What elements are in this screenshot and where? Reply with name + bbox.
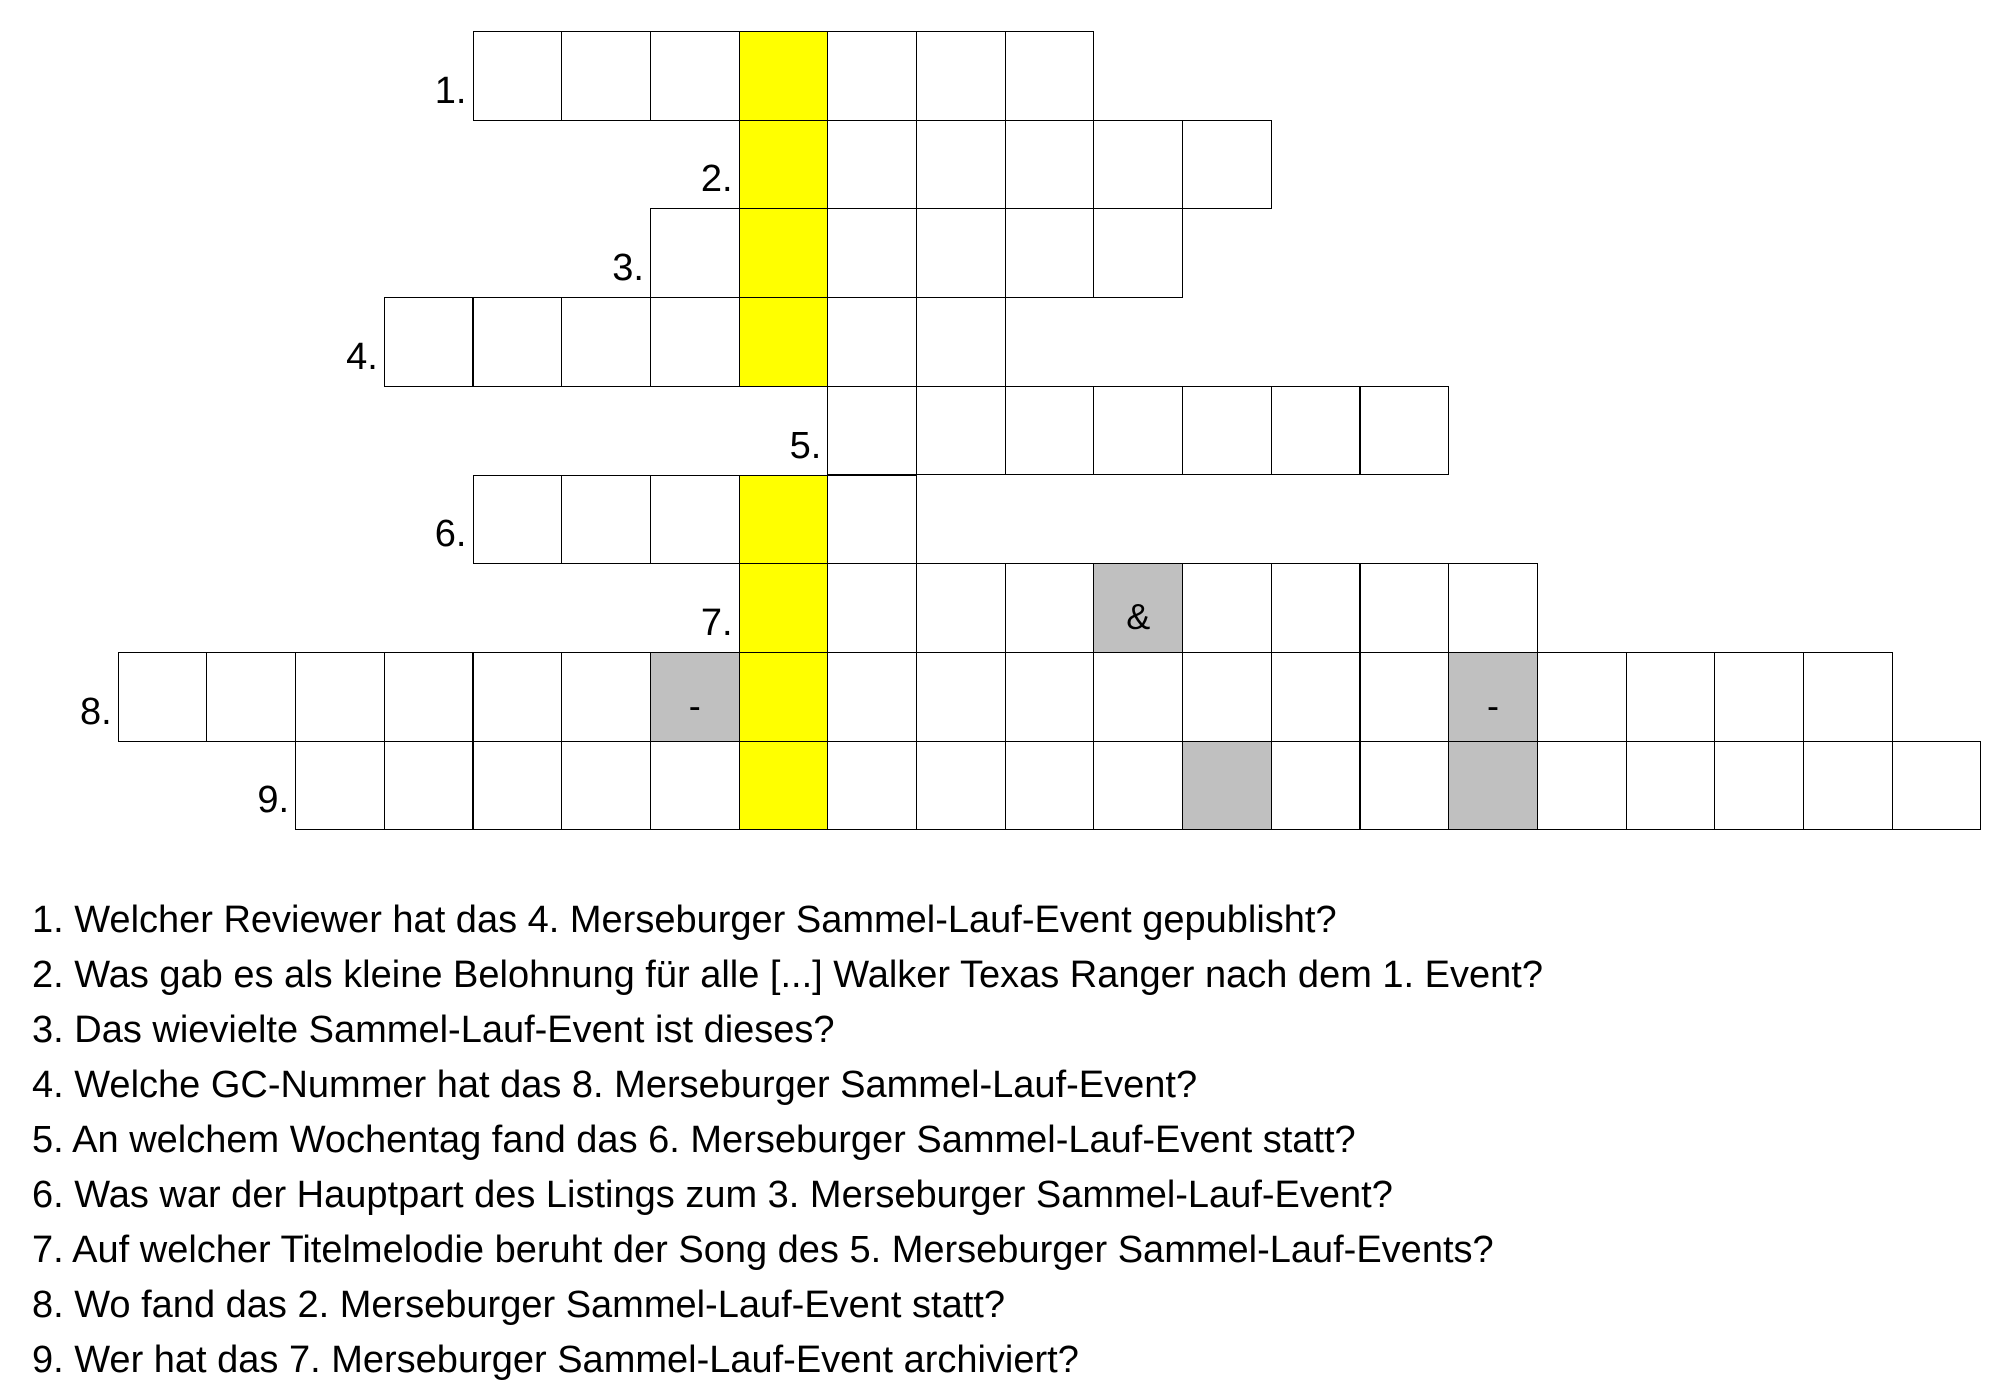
clue-9: 9. Wer hat das 7. Merseburger Sammel-Lauf-Event archiviert?: [32, 1339, 1079, 1381]
clue-list: [32, 893, 1543, 1388]
answer-cell[interactable]: [916, 386, 1006, 476]
answer-cell[interactable]: [1892, 741, 1982, 831]
row-number-8: 8.: [79, 690, 112, 733]
answer-cell[interactable]: [473, 31, 563, 121]
answer-cell[interactable]: [827, 31, 917, 121]
answer-cell[interactable]: [650, 741, 740, 831]
answer-cell[interactable]: [1093, 741, 1183, 831]
answer-cell[interactable]: [118, 652, 208, 742]
solution-cell[interactable]: [739, 652, 829, 742]
answer-cell[interactable]: [473, 297, 563, 387]
answer-cell[interactable]: [561, 31, 651, 121]
answer-cell[interactable]: [1182, 120, 1272, 210]
clue-8: 8. Wo fand das 2. Merseburger Sammel-Lauf-Event statt?: [32, 1284, 1005, 1326]
solution-cell[interactable]: [739, 475, 829, 565]
answer-cell[interactable]: [1271, 563, 1361, 653]
row-number-3: 3.: [612, 247, 644, 290]
answer-cell[interactable]: [827, 475, 917, 565]
answer-cell[interactable]: [650, 475, 740, 565]
answer-cell[interactable]: [1093, 652, 1183, 742]
answer-cell[interactable]: [650, 297, 740, 387]
clue-1: 1. Welcher Reviewer hat das 4. Merseburger Sammel-Lauf-Event gepublisht?: [32, 899, 1337, 941]
answer-cell[interactable]: [1093, 120, 1183, 210]
solution-cell[interactable]: [739, 31, 829, 121]
answer-cell[interactable]: [827, 652, 917, 742]
answer-cell[interactable]: [916, 297, 1006, 387]
answer-cell[interactable]: [1093, 386, 1183, 476]
answer-cell[interactable]: [473, 475, 563, 565]
prefilled-cell: [1182, 741, 1272, 831]
answer-cell[interactable]: [384, 741, 474, 831]
answer-cell[interactable]: [1005, 652, 1095, 742]
prefilled-cell: -: [650, 652, 740, 742]
answer-cell[interactable]: [827, 297, 917, 387]
row-number-7: 7.: [700, 601, 733, 644]
row-number-9: 9.: [257, 779, 290, 822]
answer-cell[interactable]: [916, 120, 1006, 210]
answer-cell[interactable]: [384, 297, 474, 387]
row-number-6: 6.: [434, 513, 467, 556]
answer-cell[interactable]: [206, 652, 296, 742]
clue-6: 6. Was war der Hauptpart des Listings zum 3. Merseburger Sammel-Lauf-Event?: [32, 1174, 1393, 1216]
answer-cell[interactable]: [1005, 741, 1095, 831]
answer-cell[interactable]: [1448, 563, 1538, 653]
row-number-5: 5.: [789, 424, 822, 467]
solution-cell[interactable]: [739, 297, 829, 387]
answer-cell[interactable]: [1005, 563, 1095, 653]
solution-cell[interactable]: [739, 208, 829, 298]
answer-cell[interactable]: [561, 652, 651, 742]
prefilled-cell: [1448, 741, 1538, 831]
answer-cell[interactable]: [1626, 741, 1716, 831]
answer-cell[interactable]: [1271, 386, 1361, 476]
answer-cell[interactable]: [1360, 741, 1450, 831]
answer-cell[interactable]: [1714, 741, 1804, 831]
answer-cell[interactable]: [916, 208, 1006, 298]
answer-cell[interactable]: [561, 475, 651, 565]
answer-cell[interactable]: [1537, 652, 1627, 742]
answer-cell[interactable]: [1005, 386, 1095, 476]
answer-cell[interactable]: [1005, 31, 1095, 121]
answer-cell[interactable]: [1182, 563, 1272, 653]
clue-3: 3. Das wievielte Sammel-Lauf-Event ist dieses?: [32, 1009, 835, 1051]
answer-cell[interactable]: [1271, 652, 1361, 742]
answer-cell[interactable]: [384, 652, 474, 742]
answer-cell[interactable]: [916, 652, 1006, 742]
answer-cell[interactable]: [916, 563, 1006, 653]
answer-cell[interactable]: [1005, 208, 1095, 298]
answer-cell[interactable]: [916, 31, 1006, 121]
answer-cell[interactable]: [1626, 652, 1716, 742]
answer-cell[interactable]: [561, 297, 651, 387]
answer-cell[interactable]: [1803, 652, 1893, 742]
answer-cell[interactable]: [473, 741, 563, 831]
answer-cell[interactable]: [650, 31, 740, 121]
answer-cell[interactable]: [561, 741, 651, 831]
answer-cell[interactable]: [1360, 563, 1450, 653]
clue-2: 2. Was gab es als kleine Belohnung für alle [...] Walker Texas Ranger nach dem 1. Event?: [32, 954, 1543, 996]
answer-cell[interactable]: [1182, 652, 1272, 742]
answer-cell[interactable]: [295, 741, 385, 831]
solution-cell[interactable]: [739, 563, 829, 653]
answer-cell[interactable]: [650, 208, 740, 298]
clue-5: 5. An welchem Wochentag fand das 6. Merseburger Sammel-Lauf-Event statt?: [32, 1119, 1356, 1161]
row-number-4: 4.: [346, 335, 378, 378]
answer-cell[interactable]: [1271, 741, 1361, 831]
answer-cell[interactable]: [1093, 208, 1183, 298]
answer-cell[interactable]: [1714, 652, 1804, 742]
solution-cell[interactable]: [739, 741, 829, 831]
answer-cell[interactable]: [1182, 386, 1272, 476]
solution-cell[interactable]: [739, 120, 829, 210]
row-number-1: 1.: [434, 69, 467, 112]
answer-cell[interactable]: [1537, 741, 1627, 831]
answer-cell[interactable]: [1005, 120, 1095, 210]
answer-cell[interactable]: [473, 652, 563, 742]
answer-cell[interactable]: [1803, 741, 1893, 831]
answer-cell[interactable]: [916, 741, 1006, 831]
answer-cell[interactable]: [827, 386, 917, 476]
answer-cell[interactable]: [827, 563, 917, 653]
prefilled-cell: -: [1448, 652, 1538, 742]
clue-4: 4. Welche GC-Nummer hat das 8. Merseburger Sammel-Lauf-Event?: [32, 1064, 1198, 1106]
clue-7: 7. Auf welcher Titelmelodie beruht der Song des 5. Merseburger Sammel-Lauf-Events?: [32, 1229, 1494, 1271]
answer-cell[interactable]: [827, 208, 917, 298]
answer-cell[interactable]: [295, 652, 385, 742]
row-number-2: 2.: [700, 158, 733, 201]
answer-cell[interactable]: [1360, 652, 1450, 742]
prefilled-cell: &: [1093, 563, 1183, 653]
answer-cell[interactable]: [1360, 386, 1450, 476]
answer-cell[interactable]: [827, 741, 917, 831]
answer-cell[interactable]: [827, 120, 917, 210]
